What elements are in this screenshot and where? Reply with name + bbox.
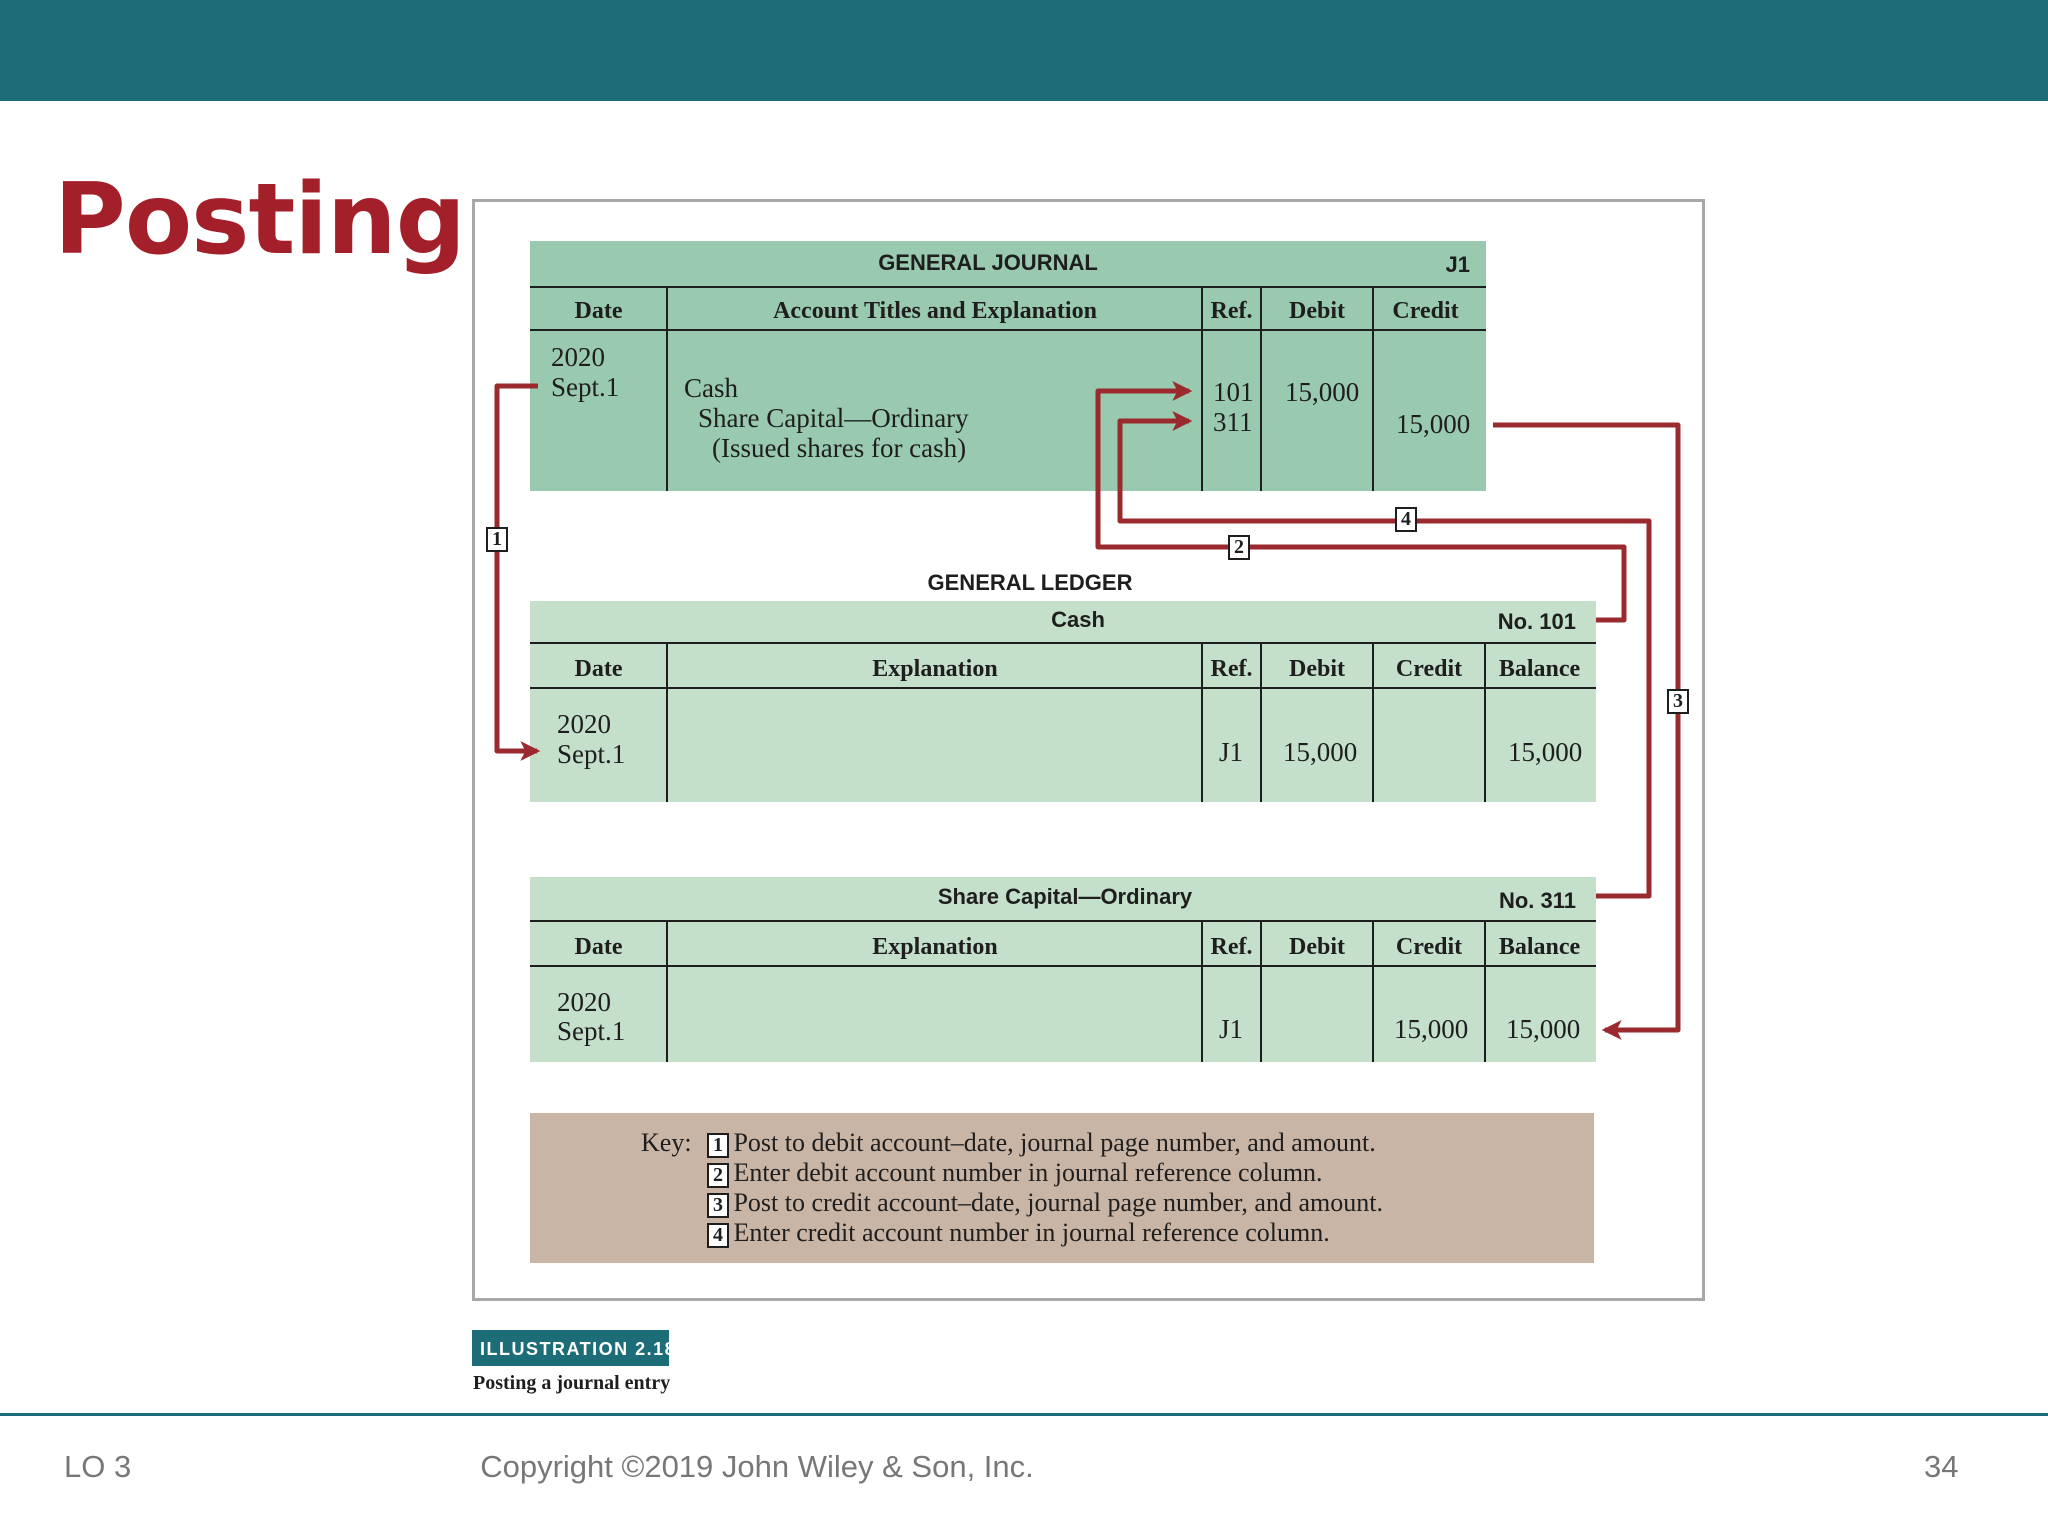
cash-header-balance: Balance [1498,656,1581,682]
cash-account-number: No. 101 [1497,609,1576,634]
journal-header-account: Account Titles and Explanation [773,298,1097,324]
ledger-title: GENERAL LEDGER [927,570,1133,595]
journal-ref-share: 311 [1213,407,1253,437]
share-ref: J1 [1219,1014,1244,1044]
share-header-explanation: Explanation [872,934,998,960]
footer-learning-objective: LO 3 [64,1449,132,1484]
illustration-badge-label: ILLUSTRATION 2.18 [480,1339,677,1359]
cash-debit: 15,000 [1283,737,1358,767]
journal-account-line3: (Issued shares for cash) [712,433,967,463]
illustration-caption: Posting a journal entry [473,1372,671,1394]
cash-account-name: Cash [1051,607,1105,632]
journal-header-credit: Credit [1392,298,1459,324]
journal-header-date: Date [574,298,623,324]
journal-header-debit: Debit [1289,298,1345,324]
share-year: 2020 [557,987,611,1017]
footer-page-number: 34 [1924,1449,1959,1484]
key-text-3: Post to credit account–date, journal page number, and amount. [733,1188,1383,1217]
share-header-credit: Credit [1395,934,1463,960]
share-account-number: No. 311 [1498,888,1576,913]
journal-debit-amount: 15,000 [1285,377,1360,407]
arrow-1-debit-posting [497,386,538,751]
share-credit: 15,000 [1394,1014,1469,1044]
cash-header-debit: Debit [1289,656,1345,682]
cash-year: 2020 [557,709,611,739]
cash-ref: J1 [1219,737,1244,767]
key-number-2: 2 [707,1163,729,1188]
share-date: Sept.1 [557,1016,626,1046]
share-balance: 15,000 [1506,1014,1581,1044]
journal-page-number: J1 [1445,252,1470,277]
share-header-debit: Debit [1289,934,1345,960]
step-marker-4: 4 [1395,507,1417,532]
journal-grid [530,287,1486,491]
cash-header-ref: Ref. [1210,656,1253,682]
cash-header-credit: Credit [1395,656,1463,682]
share-account-name: Share Capital—Ordinary [937,884,1193,909]
key-label: Key: [641,1128,692,1157]
key-item-2 [707,1158,1323,1188]
key-text-2: Enter debit account number in journal reference column. [733,1158,1323,1187]
journal-title: GENERAL JOURNAL [878,250,1098,275]
journal-header-ref: Ref. [1210,298,1253,324]
arrow-4-credit-reference [1120,421,1649,896]
key-text-1: Post to debit account–date, journal page number, and amount. [733,1128,1376,1157]
journal-ref-cash: 101 [1213,377,1254,407]
key-item-4 [707,1218,1330,1248]
key-number-4: 4 [707,1223,729,1248]
journal-account-line1: Cash [684,373,738,403]
cash-date: Sept.1 [557,739,626,769]
key-item-3 [707,1188,1383,1218]
slide-title: Posting [54,163,465,277]
step-marker-1: 1 [486,527,508,552]
key-number-3: 3 [707,1193,729,1218]
journal-credit-amount: 15,000 [1396,409,1471,439]
cash-grid [530,643,1596,802]
share-header-ref: Ref. [1210,934,1253,960]
cash-header-date: Date [574,656,623,682]
footer-divider [0,1413,2048,1416]
journal-date: Sept.1 [551,372,620,402]
step-marker-3: 3 [1667,689,1689,714]
journal-year: 2020 [551,342,605,372]
step-marker-2: 2 [1228,535,1250,560]
key-item-1 [707,1128,1376,1158]
key-number-1: 1 [707,1133,729,1158]
key-text-4: Enter credit account number in journal reference column. [733,1218,1330,1247]
share-grid [530,921,1596,1062]
journal-account-line2: Share Capital—Ordinary [698,403,969,433]
cash-header-explanation: Explanation [872,656,998,682]
cash-balance: 15,000 [1508,737,1583,767]
share-header-balance: Balance [1498,934,1581,960]
share-header-date: Date [574,934,623,960]
footer-copyright: Copyright ©2019 John Wiley & Son, Inc. [480,1449,1034,1484]
